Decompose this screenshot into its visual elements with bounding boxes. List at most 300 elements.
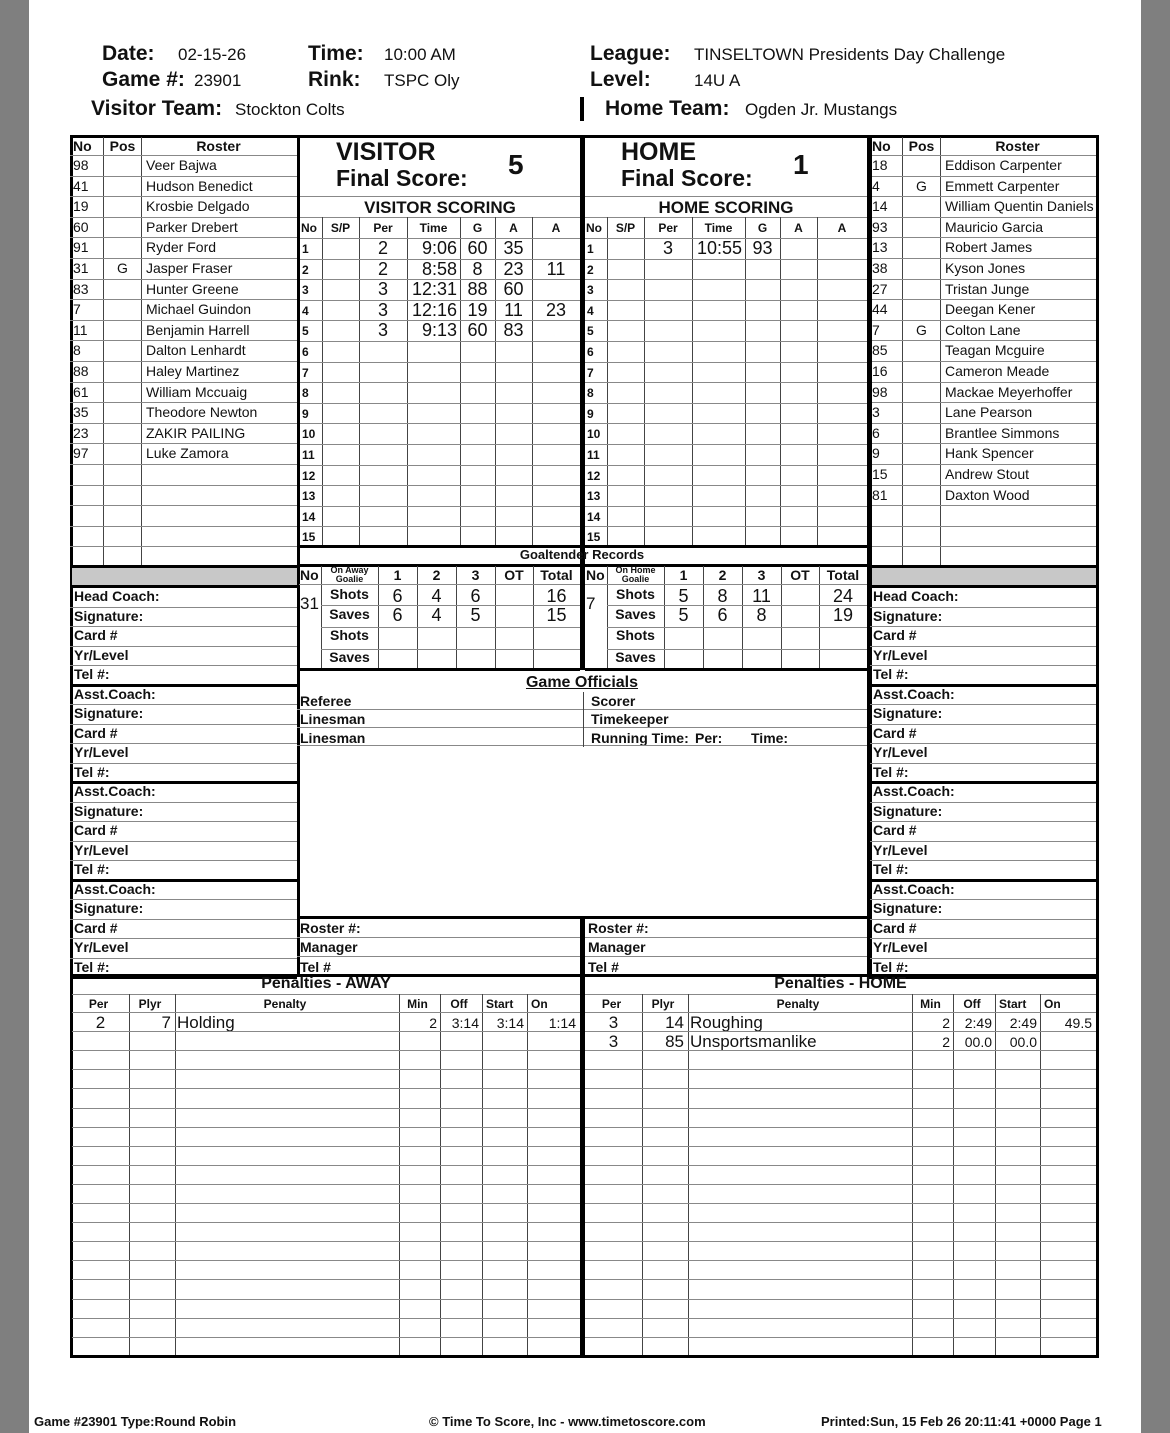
penalty-row-line [585, 1203, 1096, 1204]
home-score-right-border [867, 135, 870, 670]
home-player-name: Deegan Kener [945, 301, 1036, 317]
coach-row-line [869, 704, 1096, 705]
home-goal-row-number: 2 [587, 263, 594, 277]
officials-line [297, 727, 867, 728]
home-yr-level-field: Yr/Level [873, 744, 928, 760]
roster-row-line [70, 546, 297, 547]
visitor-player-number: 91 [73, 239, 89, 255]
home-goalie-shots: 11 [752, 586, 771, 606]
goaltender-records-title: Goaltender Records [519, 547, 645, 562]
home-player-number: 13 [872, 239, 888, 255]
visitor-scoring-header: A [551, 221, 561, 235]
penalty-row-line [585, 1279, 1096, 1280]
visitor-card-number-field: Card # [74, 822, 118, 838]
coach-row-line [70, 919, 297, 920]
visitor-goalie-saves: 4 [431, 605, 442, 625]
penalty-row-line [72, 1146, 580, 1147]
visitor-player-number: 35 [73, 404, 89, 420]
home-goal-row-number: 10 [587, 427, 601, 441]
home-penalty-header: On [1044, 997, 1061, 1011]
home-penalty-off: 00.0 [964, 1034, 992, 1050]
home-manager-roster-field: Roster #: [588, 920, 649, 936]
scoring-row-line [585, 485, 867, 486]
visitor-card-number-field: Card # [74, 920, 118, 936]
home-penalty-start: 2:49 [1009, 1015, 1037, 1031]
home-penalty-header: Min [920, 997, 941, 1011]
visitor-player-name: Veer Bajwa [146, 157, 217, 173]
penalty-row-line [72, 1031, 580, 1032]
visitor-goal-row-number: 2 [302, 263, 309, 277]
home-scoring-header: A [794, 221, 803, 235]
home-signature-field: Signature: [873, 900, 943, 916]
home-goalie-shots: 8 [717, 586, 728, 606]
visitor-asst-coach-field: Asst.Coach: [74, 686, 156, 702]
penalty-row-line [72, 1203, 580, 1204]
home-team-label: Home Team: [605, 97, 730, 120]
home-goal-period: 3 [662, 238, 673, 258]
visitor-signature-field: Signature: [74, 705, 144, 721]
coach-row-line [70, 938, 297, 939]
penalty-row-line [585, 1069, 1096, 1070]
visitor-asst-coach-field: Asst.Coach: [74, 881, 156, 897]
league-label: League: [590, 42, 671, 65]
home-scoring-title: HOME SCORING [658, 198, 794, 217]
penalty-col-line [688, 994, 689, 1355]
coach-row-line [869, 626, 1096, 627]
home-card-number-field: Card # [873, 920, 917, 936]
coach-row-line [70, 841, 297, 842]
home-yr-level-field: Yr/Level [873, 842, 928, 858]
penalty-row-line [585, 1260, 1096, 1261]
visitor-tel-field: Tel #: [74, 959, 110, 975]
visitor-player-name: William Mccuaig [146, 384, 248, 400]
penalty-row-line [585, 1222, 1096, 1223]
scoring-header-line [585, 217, 867, 218]
home-head-coach-field: Head Coach: [873, 588, 959, 604]
visitor-goal-row-number: 14 [302, 510, 316, 524]
home-player-number: 93 [872, 219, 888, 235]
scoring-row-line [300, 423, 580, 424]
home-asst-coach-field: Asst.Coach: [873, 686, 955, 702]
visitor-goalie-shots: 16 [546, 586, 567, 606]
visitor-tel-field: Tel #: [74, 666, 110, 682]
away-penalty-period: 2 [95, 1013, 106, 1032]
home-player-number: 6 [872, 425, 880, 441]
penalty-row-line [72, 1222, 580, 1223]
visitor-goalie-saves: 6 [392, 605, 403, 625]
coach-row-line [869, 919, 1096, 920]
game-number-label: Game #: [102, 68, 185, 91]
roster-row-line [70, 485, 297, 486]
visitor-gray-bar [72, 568, 297, 586]
coach-row-line [70, 646, 297, 647]
coach-row-line [869, 802, 1096, 803]
home-scoring-header: No [586, 221, 602, 235]
penalty-row-line [72, 1337, 580, 1338]
home-asst-coach-field: Asst.Coach: [873, 783, 955, 799]
penalty-row-line [585, 1165, 1096, 1166]
penalty-row-line [585, 1127, 1096, 1128]
visitor-goalie-header: OT [504, 567, 524, 583]
home-gray-bar [871, 568, 1096, 586]
home-player-name: William Quentin Daniels [945, 198, 1094, 214]
home-goal-row-number: 13 [587, 489, 601, 503]
scoring-row-line [585, 300, 867, 301]
visitor-goal-time: 12:16 [411, 300, 457, 320]
home-player-name: Daxton Wood [945, 487, 1030, 503]
visitor-goalie-header-no: No [300, 567, 319, 583]
coach-row-line [70, 607, 297, 608]
visitor-goal-row-number: 4 [302, 304, 309, 318]
visitor-yr-level-field: Yr/Level [74, 939, 129, 955]
penalty-row-line [72, 1088, 580, 1089]
scoring-row-line [585, 259, 867, 260]
scoring-row-line [585, 341, 867, 342]
home-goalie-shots: 24 [832, 586, 854, 606]
home-goalie-header: OT [790, 567, 810, 583]
home-team-value: Ogden Jr. Mustangs [745, 100, 898, 119]
away-penalty-start: 3:14 [496, 1015, 524, 1031]
visitor-goal-row-number: 7 [302, 366, 309, 380]
visitor-title: VISITOR [336, 138, 436, 166]
scoring-row-line [585, 506, 867, 507]
running-time-per-field: Per: [695, 730, 723, 746]
visitor-goal-row-number: 3 [302, 283, 309, 297]
home-card-number-field: Card # [873, 725, 917, 741]
visitor-signature-field: Signature: [74, 900, 144, 916]
visitor-player-name: Michael Guindon [146, 301, 252, 317]
home-player-name: Andrew Stout [945, 466, 1030, 482]
visitor-goal-period: 3 [377, 320, 388, 340]
home-goal-row-number: 6 [587, 345, 594, 359]
footer-printed: Printed:Sun, 15 Feb 26 20:11:41 +0000 Page 1 [821, 1414, 1102, 1429]
date-value: 02-15-26 [178, 45, 247, 64]
away-penalty-type: Holding [177, 1013, 235, 1032]
penalty-row-line [72, 1241, 580, 1242]
home-scoring-header: Per [658, 221, 678, 235]
home-goalie-saves: 5 [678, 605, 689, 625]
penalty-col-line [440, 994, 441, 1355]
visitor-player-name: Benjamin Harrell [146, 322, 250, 338]
visitor-goal-row-number: 15 [302, 530, 316, 544]
home-player-number: 85 [872, 342, 888, 358]
home-goal-row-number: 1 [587, 242, 594, 256]
coach-row-line [70, 821, 297, 822]
visitor-roster-header-no: No [73, 138, 92, 154]
visitor-score-divider [300, 196, 580, 197]
home-roster-header-name: Roster [995, 138, 1040, 154]
visitor-player-number: 41 [73, 178, 89, 194]
coach-row-line [70, 665, 297, 666]
penalty-row-line [585, 1299, 1096, 1300]
home-yr-level-field: Yr/Level [873, 939, 928, 955]
coach-row-line [869, 763, 1096, 764]
roster-row-line [869, 546, 1096, 547]
home-goalie-row-label: Saves [615, 649, 656, 665]
home-goalie-row-label: Shots [616, 627, 655, 643]
time-label: Time: [308, 42, 364, 65]
referee-field: Referee [300, 693, 352, 709]
home-player-number: 27 [872, 281, 888, 297]
visitor-player-name: Jasper Fraser [146, 260, 233, 276]
visitor-player-number: 61 [73, 384, 89, 400]
penalty-row-line [585, 1108, 1096, 1109]
visitor-goal-scorer: 88 [467, 279, 488, 299]
visitor-goal-assist-1: 23 [503, 259, 524, 279]
visitor-player-number: 88 [73, 363, 89, 379]
home-player-number: 38 [872, 260, 888, 276]
home-goalie-saves: 6 [717, 605, 728, 625]
home-goalie-saves: 8 [756, 605, 767, 625]
home-goalie-row-label: Shots [616, 586, 655, 602]
away-penalty-header: Start [486, 997, 514, 1011]
visitor-goal-row-number: 10 [302, 427, 316, 441]
visitor-player-number: 98 [73, 157, 89, 173]
home-manager-name-field: Manager [588, 939, 646, 955]
home-penalty-on: 49.5 [1064, 1015, 1092, 1031]
visitor-goal-row-number: 9 [302, 407, 309, 421]
scoring-row-line [585, 526, 867, 527]
visitor-goal-scorer: 60 [467, 320, 488, 340]
goalie-row-line [321, 649, 580, 650]
home-goalie-shots: 5 [678, 586, 689, 606]
visitor-signature-field: Signature: [74, 608, 144, 624]
home-card-number-field: Card # [873, 627, 917, 643]
visitor-final-score-label: Final Score: [336, 165, 468, 191]
home-score-divider [585, 196, 867, 197]
visitor-goal-scorer: 60 [467, 238, 488, 258]
visitor-player-number: 8 [73, 342, 81, 358]
date-label: Date: [102, 42, 155, 65]
penalty-row-line [585, 1337, 1096, 1338]
away-penalties-title: Penalties - AWAY [261, 975, 391, 992]
scoring-row-line [585, 279, 867, 280]
visitor-scoring-header: G [472, 221, 483, 235]
scoring-row-line [585, 465, 867, 466]
visitor-tel-field: Tel #: [74, 861, 110, 877]
coach-row-line [70, 860, 297, 861]
scoring-row-line [300, 382, 580, 383]
home-player-name: Kyson Jones [945, 260, 1026, 276]
away-penalty-header: Min [407, 997, 428, 1011]
visitor-goal-scorer: 19 [467, 300, 488, 320]
home-penalty-start: 00.0 [1009, 1034, 1037, 1050]
visitor-goalie-number: 31 [300, 594, 319, 613]
visitor-goalie-row-label: Shots [330, 586, 369, 602]
coach-row-line [70, 802, 297, 803]
coach-row-line [869, 646, 1096, 647]
home-goalie-row-label: Saves [615, 606, 656, 622]
rink-value: TSPC Oly [384, 71, 460, 90]
home-tel-field: Tel #: [873, 959, 909, 975]
visitor-asst-coach-field: Asst.Coach: [74, 783, 156, 799]
home-player-number: 98 [872, 384, 888, 400]
linesman-1-field: Linesman [300, 711, 366, 727]
visitor-goalie-shots: 6 [392, 586, 403, 606]
home-final-score-label: Final Score: [621, 165, 753, 191]
penalty-row-line [72, 1127, 580, 1128]
roster-row-line [70, 505, 297, 506]
home-player-number: 9 [872, 445, 880, 461]
home-goalie-header-no: No [586, 567, 605, 583]
linesman-2-field: Linesman [300, 730, 366, 746]
penalty-col-line [482, 994, 483, 1355]
visitor-goal-period: 3 [377, 300, 388, 320]
home-tel-field: Tel #: [873, 764, 909, 780]
roster-row-line [70, 464, 297, 465]
penalty-row-line [72, 1165, 580, 1166]
penalty-row-line [585, 1088, 1096, 1089]
visitor-goalie-saves: 15 [546, 605, 567, 625]
away-penalty-header: Plyr [138, 997, 162, 1011]
visitor-team-label: Visitor Team: [91, 97, 223, 120]
home-signature-field: Signature: [873, 803, 943, 819]
visitor-player-name: ZAKIR PAILING [146, 425, 246, 441]
scoring-row-line [300, 506, 580, 507]
visitor-card-number-field: Card # [74, 627, 118, 643]
home-final-score: 1 [793, 149, 809, 180]
visitor-goal-period: 3 [377, 279, 388, 299]
away-penalty-player: 7 [161, 1013, 171, 1032]
visitor-goal-period: 2 [377, 259, 388, 279]
coach-row-line [869, 821, 1096, 822]
visitor-goalie-shots: 4 [431, 586, 442, 606]
visitor-goalie-row-label: Shots [330, 627, 369, 643]
away-penalty-on: 1:14 [548, 1015, 576, 1031]
home-roster-header-no: No [872, 138, 891, 154]
visitor-player-number: 60 [73, 219, 89, 235]
visitor-goal-row-number: 5 [302, 324, 309, 338]
roster-col-line [902, 137, 903, 566]
home-penalty-minutes: 2 [942, 1015, 950, 1031]
scoring-row-line [585, 362, 867, 363]
home-goal-row-number: 4 [587, 304, 594, 318]
home-goalie-header: Total [826, 567, 860, 583]
footer-copyright[interactable]: © Time To Score, Inc - www.timetoscore.com [429, 1414, 706, 1429]
rink-label: Rink: [308, 68, 361, 91]
visitor-goalie-bottom [299, 668, 580, 671]
penalty-row-line [72, 1184, 580, 1185]
home-penalty-header: Off [963, 997, 981, 1011]
home-player-number: 3 [872, 404, 880, 420]
penalty-row-line [72, 1260, 580, 1261]
home-scoring-header: G [757, 221, 768, 235]
visitor-goalie-header: 2 [432, 567, 441, 583]
visitor-player-name: Hunter Greene [146, 281, 239, 297]
footer-game-info: Game #23901 Type:Round Robin [34, 1414, 237, 1429]
home-player-name: Brantlee Simmons [945, 425, 1060, 441]
home-goalie-header: 2 [718, 567, 727, 583]
home-tel-field: Tel #: [873, 666, 909, 682]
home-goalie-saves: 19 [832, 605, 854, 625]
game-officials-title: Game Officials [525, 674, 639, 691]
home-player-name: Colton Lane [945, 322, 1021, 338]
visitor-yr-level-field: Yr/Level [74, 647, 129, 663]
home-goal-row-number: 3 [587, 283, 594, 297]
visitor-goal-assist-2: 11 [546, 259, 566, 279]
roster-col-line [940, 137, 941, 566]
scoring-row-line [300, 526, 580, 527]
visitor-goal-row-number: 1 [302, 242, 309, 256]
visitor-goalie-label: On Away Goalie [330, 565, 369, 584]
scoring-row-line [300, 341, 580, 342]
penalty-row-line [72, 1069, 580, 1070]
visitor-yr-level-field: Yr/Level [74, 744, 129, 760]
visitor-player-name: Hudson Benedict [146, 178, 253, 194]
home-side-border-lower [867, 670, 870, 975]
scoring-row-line [300, 485, 580, 486]
away-penalty-header: Per [88, 997, 109, 1011]
home-scoring-header: A [837, 221, 847, 235]
roster-row-line [869, 526, 1096, 527]
penalty-row-line [72, 1318, 580, 1319]
visitor-roster-header-pos: Pos [109, 138, 136, 154]
coach-row-line [869, 841, 1096, 842]
penalty-row-line [72, 1050, 580, 1051]
visitor-player-number: 7 [73, 301, 81, 317]
visitor-player-name: Ryder Ford [146, 239, 217, 255]
penalty-row-line [72, 1108, 580, 1109]
home-penalty-header: Plyr [651, 997, 675, 1011]
home-card-number-field: Card # [873, 822, 917, 838]
league-value: TINSELTOWN Presidents Day Challenge [694, 45, 1006, 64]
visitor-player-number: 23 [73, 425, 89, 441]
visitor-player-name: Krosbie Delgado [146, 198, 250, 214]
scoring-row-line [585, 444, 867, 445]
home-yr-level-field: Yr/Level [873, 647, 928, 663]
visitor-goal-time: 9:13 [421, 320, 457, 340]
home-player-name: Mackae Meyerhoffer [945, 384, 1073, 400]
visitor-goal-assist-2: 23 [545, 300, 567, 320]
roster-row-line [70, 526, 297, 527]
home-roster-right-border [1096, 135, 1099, 975]
visitor-goal-row-number: 12 [302, 469, 316, 483]
home-player-name: Robert James [945, 239, 1033, 255]
home-penalty-type: Unsportsmanlike [690, 1032, 817, 1051]
visitor-goal-assist-1: 83 [503, 320, 524, 340]
visitor-scoring-header: Per [373, 221, 393, 235]
home-asst-coach-field: Asst.Coach: [873, 881, 955, 897]
coach-row-line [70, 743, 297, 744]
coach-row-line [869, 860, 1096, 861]
home-player-name: Teagan Mcguire [945, 342, 1045, 358]
coach-row-line [70, 958, 297, 959]
visitor-player-number: 19 [73, 198, 89, 214]
visitor-goalie-row-label: Saves [329, 606, 370, 622]
visitor-manager-name-field: Manager [300, 939, 358, 955]
visitor-goal-assist-1: 35 [503, 238, 524, 258]
visitor-card-number-field: Card # [74, 725, 118, 741]
coach-row-line [869, 958, 1096, 959]
header-divider [580, 97, 584, 121]
home-penalty-type: Roughing [690, 1013, 763, 1032]
penalty-row-line [585, 1184, 1096, 1185]
visitor-roster-header-name: Roster [196, 138, 241, 154]
home-goalie-label: On Home Goalie [615, 565, 656, 584]
away-penalty-header: Off [450, 997, 468, 1011]
penalty-row-line [585, 1241, 1096, 1242]
home-player-name: Emmett Carpenter [945, 178, 1060, 194]
home-tel-field: Tel #: [873, 861, 909, 877]
penalty-row-line [585, 1050, 1096, 1051]
home-penalty-header: Penalty [776, 997, 820, 1011]
coach-row-line [70, 626, 297, 627]
home-goalie-bottom [585, 668, 867, 671]
coach-row-line [869, 607, 1096, 608]
visitor-scoring-header: Time [419, 221, 448, 235]
visitor-yr-level-field: Yr/Level [74, 842, 129, 858]
home-player-number: 15 [872, 466, 888, 482]
